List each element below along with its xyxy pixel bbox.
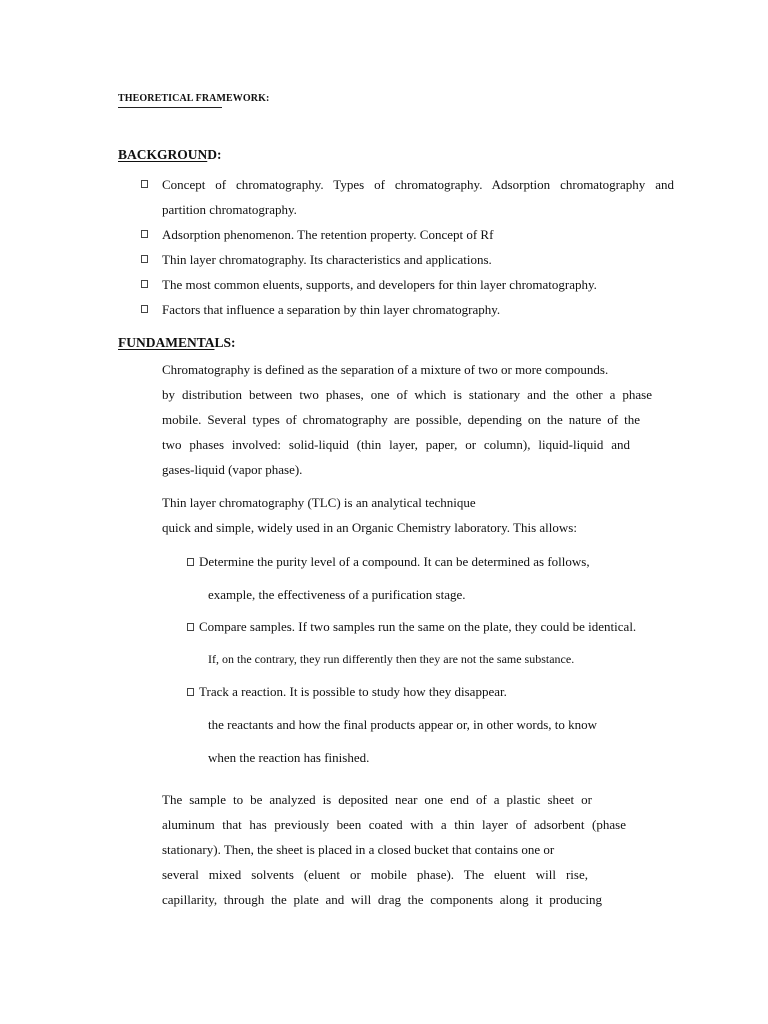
bullet-box-icon: [186, 687, 196, 698]
list-item-text: Concept of chromatography. Types of chromatography. Adsorption chromatography and: [162, 177, 674, 192]
paragraph-line: Thin layer chromatography (TLC) is an analytical technique: [162, 495, 476, 510]
paragraph-line: Chromatography is defined as the separation of a mixture of two or more compounds.: [162, 362, 609, 377]
fundamentals-heading-rest: LS:: [214, 335, 236, 350]
list-item-text-continued: example, the effectiveness of a purification stage.: [208, 587, 466, 602]
background-heading: [118, 147, 222, 163]
list-item-text-continued: If, on the contrary, they run differently then they are not the same substance.: [208, 652, 575, 666]
bullet-box-icon: [140, 229, 150, 240]
bullet-box-icon: [140, 254, 150, 265]
list-item-text-continued: when the reaction has finished.: [208, 750, 370, 765]
fundamentals-heading: [118, 335, 236, 351]
background-heading-underlined: BACKGROUN: [118, 147, 208, 162]
list-item-text: Adsorption phenomenon. The retention property. Concept of Rf: [162, 227, 494, 242]
paragraph-line: stationary). Then, the sheet is placed in a closed bucket that contains one or: [162, 842, 555, 857]
paragraph-line: two phases involved: solid-liquid (thin layer, paper, or column), liquid-liquid and: [162, 437, 630, 452]
paragraph-line: several mixed solvents (eluent or mobile phase). The eluent will rise,: [162, 867, 588, 882]
background-heading-rest: D:: [207, 147, 222, 162]
list-item-text: Determine the purity level of a compound. It can be determined as follows,: [199, 554, 590, 569]
bullet-box-icon: [140, 179, 150, 190]
paragraph-line: mobile. Several types of chromatography are possible, depending on the nature of the: [162, 412, 640, 427]
paragraph-line: aluminum that has previously been coated with a thin layer of adsorbent (phase: [162, 817, 626, 832]
bullet-box-icon: [140, 279, 150, 290]
list-item-text: Track a reaction. It is possible to study how they disappear.: [199, 684, 507, 699]
list-item-text: Thin layer chromatography. Its characteristics and applications.: [162, 252, 492, 267]
framework-title-underline: [118, 107, 222, 108]
list-item-text: The most common eluents, supports, and developers for thin layer chromatography.: [162, 277, 597, 292]
list-item-text: Factors that influence a separation by thin layer chromatography.: [162, 302, 501, 317]
paragraph-line: The sample to be analyzed is deposited near one end of a plastic sheet or: [162, 792, 592, 807]
paragraph-line: quick and simple, widely used in an Organic Chemistry laboratory. This allows:: [162, 520, 577, 535]
bullet-box-icon: [186, 622, 196, 633]
framework-title: THEORETICAL FRAMEWORK:: [118, 93, 270, 104]
list-item-text-continued: the reactants and how the final products appear or, in other words, to know: [208, 717, 598, 732]
bullet-box-icon: [140, 304, 150, 315]
list-item-text: Compare samples. If two samples run the same on the plate, they could be identical.: [199, 619, 637, 634]
fundamentals-heading-underlined: FUNDAMENTA: [118, 335, 215, 350]
list-item-text-continued: partition chromatography.: [162, 202, 297, 217]
paragraph-line: capillarity, through the plate and will drag the components along it producing: [162, 892, 602, 907]
bullet-box-icon: [186, 557, 196, 568]
paragraph-line: gases-liquid (vapor phase).: [162, 462, 303, 477]
paragraph-line: by distribution between two phases, one of which is stationary and the other a phase: [162, 387, 652, 402]
